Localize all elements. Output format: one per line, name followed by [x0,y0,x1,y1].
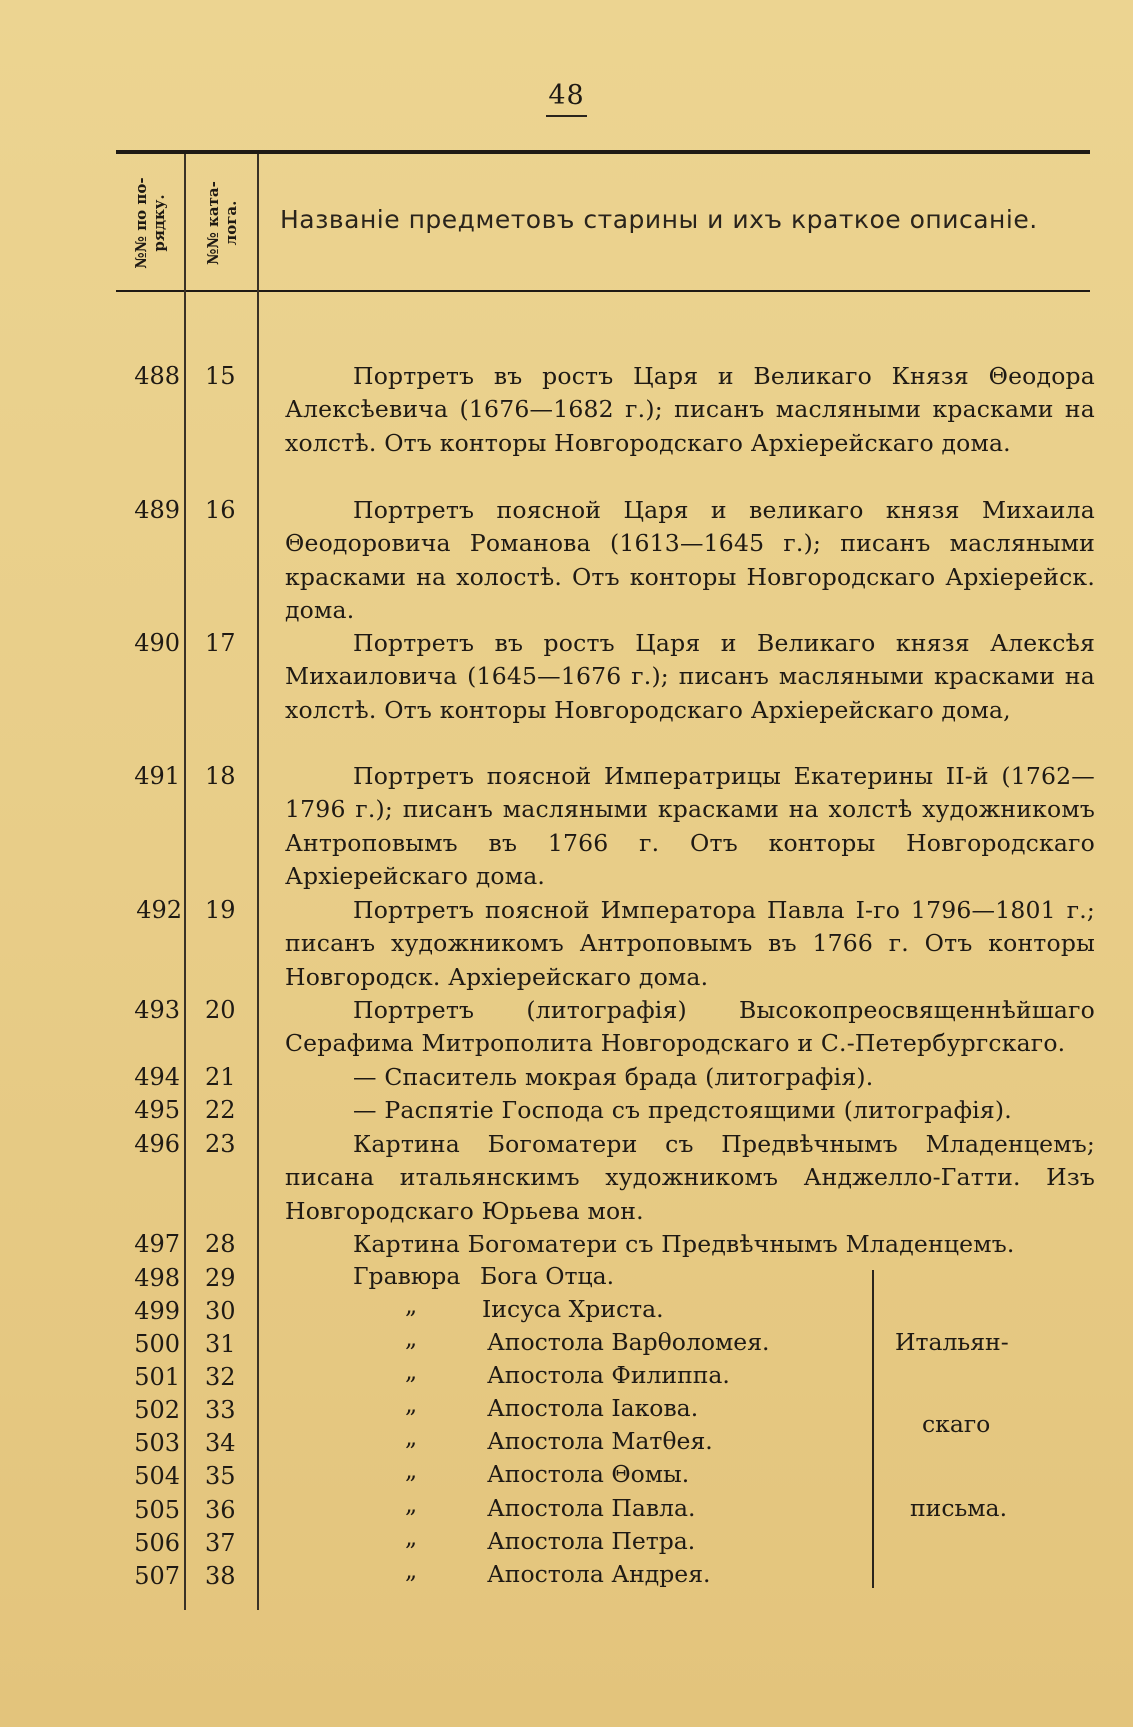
entry-description: Портретъ поясной Царя и великаго князя Михаила Θеодоровича Романова (1613—1645 г.); писанъ масляными красками на холостѣ. Отъ конторы Новгородскаго Архiерейск. дома. [285,496,1095,625]
entry-number: 498 [134,1264,180,1292]
entry-catalog: 17 [205,629,236,657]
entry-catalog: 28 [205,1230,236,1258]
ditto-mark: „ [405,1390,418,1418]
entry-catalog: 21 [205,1063,236,1091]
engraving-subject: Апостола Петра. [487,1527,696,1555]
header-top-rule [116,150,1090,154]
entry-number: 493 [134,996,180,1024]
entry-description: Портретъ въ ростъ Царя и Великаго Князя Θеодора Алексѣевича (1676—1682 г.); писанъ масляными красками на холстѣ. Отъ конторы Новгородскаго Архiерейскаго дома. [285,362,1095,457]
column-divider-2 [257,154,259,1610]
entry-catalog: 38 [205,1562,236,1590]
header-title: Названiе предметовъ старины и ихъ краткое описанiе. [280,205,1038,234]
side-note-line-2: скаго [922,1410,991,1438]
entry-catalog: 20 [205,996,236,1024]
entry-number: 501 [134,1363,180,1391]
entry-number: 495 [134,1096,180,1124]
header-col-catalog [204,173,240,273]
ditto-mark: „ [405,1423,418,1451]
entry-catalog: 18 [205,762,236,790]
engraving-subject: Апостола Варθоломея. [487,1328,770,1356]
header-col-catalog-text: №№ ката- лога. [204,181,240,265]
entry-description: Портретъ поясной Императора Павла I-го 1796—1801 г.; писанъ художникомъ Антроповымъ въ 1766 г. Отъ конторы Новгородск. Архiерейскаго дома. [285,896,1095,991]
entry-description: Портретъ (литографiя) Высокопреосвященнѣйшаго Серафима Митрополита Новгородскаго и С.-Петербургскаго. [285,996,1095,1058]
engraving-subject: Iисуса Христа. [482,1295,664,1323]
entry-description: Портретъ въ ростъ Царя и Великаго князя Алексѣя Михаиловича (1645—1676 г.); писанъ масляными красками на холстѣ. Отъ конторы Новгородскаго Архiерейскаго дома, [285,629,1095,724]
header-col-order [132,173,168,273]
entry-description: Картина Богоматери съ Предвѣчнымъ Младенцемъ; писана итальянскимъ художникомъ Анджелло-Гатти. Изъ Новгородскаго Юрьева мон. [285,1130,1095,1225]
entry-catalog: 34 [205,1429,236,1457]
entry-catalog: 30 [205,1297,236,1325]
entry-number: 489 [134,496,180,524]
engraving-subject: Апостола Павла. [487,1494,696,1522]
entry-catalog: 15 [205,362,236,390]
engraving-subject: Апостола Iакова. [487,1394,699,1422]
entry-number: 494 [134,1063,180,1091]
header-col-order-text: №№ по по- рядку. [132,177,168,269]
entry-number: 506 [134,1529,180,1557]
entry-catalog: 35 [205,1462,236,1490]
ditto-mark: „ [405,1324,418,1352]
engraving-subject: Апостола Андрея. [487,1560,711,1588]
entry-catalog: 33 [205,1396,236,1424]
entry-number: 496 [134,1130,180,1158]
entry-number: 488 [134,362,180,390]
entry-number: 492 [136,896,182,924]
entry-description: Портретъ поясной Императрицы Екатерины II-й (1762—1796 г.); писанъ масляными красками на холстѣ художникомъ Антроповымъ въ 1766 г. Отъ конторы Новгородскаго Архiерейскаго дома. [285,762,1095,891]
ditto-mark: „ [405,1291,418,1319]
column-divider-1 [184,154,186,1610]
ditto-mark: „ [405,1357,418,1385]
entry-number: 507 [134,1562,180,1590]
page-number: 48 [0,80,1133,111]
entry-catalog: 36 [205,1496,236,1524]
header-bottom-rule [116,290,1090,292]
entry-description: — Спаситель мокрая брада (литографiя). [353,1063,874,1091]
engraving-subject: Апостола Филиппа. [487,1361,730,1389]
entry-number: 491 [134,762,180,790]
entry-number: 502 [134,1396,180,1424]
entry-number: 500 [134,1330,180,1358]
entry-number: 490 [134,629,180,657]
ditto-mark: „ [405,1456,418,1484]
entry-number: 499 [134,1297,180,1325]
side-note-line-1: Итальян- [895,1328,1009,1356]
entry-number: 497 [134,1230,180,1258]
ditto-mark: „ [405,1556,418,1584]
entry-catalog: 22 [205,1096,236,1124]
entry-catalog: 32 [205,1363,236,1391]
entry-catalog: 29 [205,1264,236,1292]
ditto-mark: „ [405,1490,418,1518]
grouping-brace [872,1270,874,1588]
entry-catalog: 31 [205,1330,236,1358]
engraving-lead: Гравюра [353,1262,461,1290]
entry-number: 504 [134,1462,180,1490]
entry-description: — Распятiе Господа съ предстоящими (литографiя). [353,1096,1012,1124]
ditto-mark: „ [405,1523,418,1551]
entry-number: 503 [134,1429,180,1457]
entry-catalog: 19 [205,896,236,924]
side-note-line-3: письма. [910,1494,1008,1522]
entry-catalog: 23 [205,1130,236,1158]
entry-catalog: 37 [205,1529,236,1557]
entry-catalog: 16 [205,496,236,524]
entry-number: 505 [134,1496,180,1524]
engraving-subject: Апостола Θомы. [487,1460,690,1488]
entry-description: Картина Богоматери съ Предвѣчнымъ Младенцемъ. [353,1230,1015,1258]
engraving-subject: Бога Отца. [480,1262,615,1290]
engraving-subject: Апостола Матθея. [487,1427,713,1455]
